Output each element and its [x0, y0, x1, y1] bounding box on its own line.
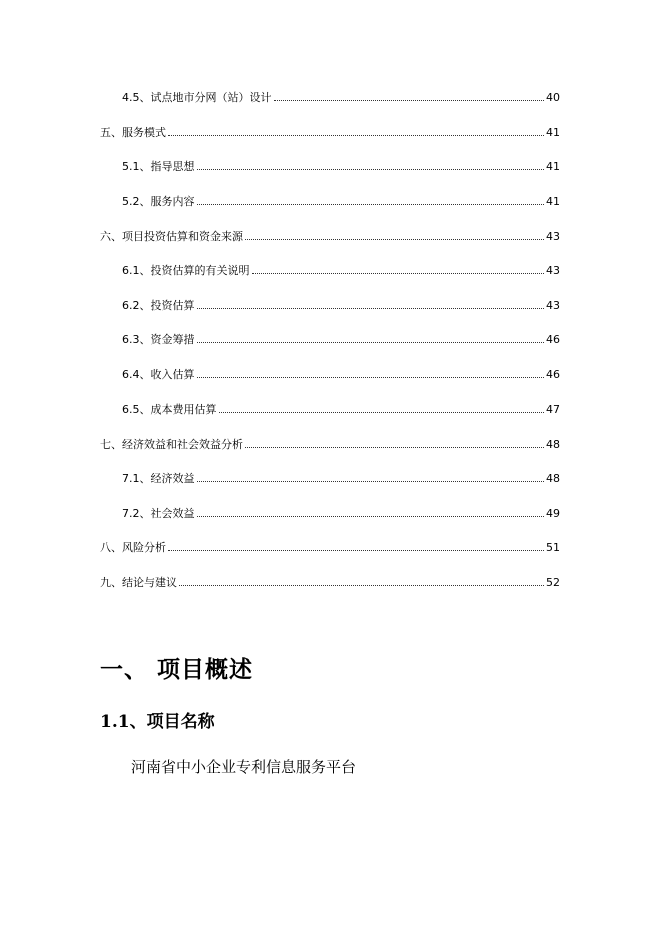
- toc-leader-dots: [197, 203, 545, 205]
- section-heading: 1.1、项目名称: [100, 712, 215, 732]
- toc-entry-label: 6.2、投资估算: [122, 299, 195, 312]
- toc-leader-dots: [197, 307, 545, 309]
- toc-leader-dots: [197, 376, 545, 378]
- toc-entry[interactable]: [100, 539, 560, 557]
- toc-entry-label: 5.1、指导思想: [122, 160, 195, 173]
- toc-entry-page: 41: [546, 195, 560, 208]
- toc-entry-label: 4.5、试点地市分网（站）设计: [122, 91, 272, 104]
- toc-entry-page: 43: [546, 264, 560, 277]
- toc-leader-dots: [197, 168, 545, 170]
- toc-entry-label: 7.2、社会效益: [122, 507, 195, 520]
- toc-entry-page: 52: [546, 576, 560, 589]
- toc-entry-label: 6.3、资金筹措: [122, 333, 195, 346]
- toc-entry-page: 43: [546, 230, 560, 243]
- toc-entry[interactable]: [122, 505, 560, 523]
- chapter-heading: 一、 项目概述: [100, 656, 254, 683]
- toc-entry[interactable]: [122, 401, 560, 419]
- toc-leader-dots: [245, 446, 544, 448]
- toc-entry[interactable]: [122, 193, 560, 211]
- toc-entry-page: 48: [546, 472, 560, 485]
- toc-entry-page: 46: [546, 368, 560, 381]
- toc-leader-dots: [219, 411, 545, 413]
- toc-entry[interactable]: [122, 297, 560, 315]
- toc-leader-dots: [274, 99, 545, 101]
- toc-entry-page: 41: [546, 126, 560, 139]
- toc-entry-page: 49: [546, 507, 560, 520]
- toc-entry-label: 6.4、收入估算: [122, 368, 195, 381]
- toc-entry-page: 48: [546, 438, 560, 451]
- toc-entry-label: 6.1、投资估算的有关说明: [122, 264, 250, 277]
- toc-leader-dots: [197, 341, 545, 343]
- toc-leader-dots: [245, 238, 544, 240]
- toc-leader-dots: [197, 515, 545, 517]
- toc-entry[interactable]: [122, 366, 560, 384]
- toc-leader-dots: [168, 134, 544, 136]
- toc-entry-label: 5.2、服务内容: [122, 195, 195, 208]
- toc-entry[interactable]: [100, 574, 560, 592]
- toc-entry-page: 46: [546, 333, 560, 346]
- toc-entry[interactable]: [100, 124, 560, 142]
- toc-entry-page: 43: [546, 299, 560, 312]
- toc-entry-page: 41: [546, 160, 560, 173]
- toc-leader-dots: [168, 549, 544, 551]
- toc-leader-dots: [252, 272, 545, 274]
- toc-entry-page: 40: [546, 91, 560, 104]
- toc-entry[interactable]: [122, 158, 560, 176]
- toc-entry[interactable]: [100, 228, 560, 246]
- toc-entry-label: 六、项目投资估算和资金来源: [100, 230, 243, 243]
- toc-entry[interactable]: [122, 89, 560, 107]
- toc-entry-label: 九、结论与建议: [100, 576, 177, 589]
- toc-entry-page: 51: [546, 541, 560, 554]
- toc-entry-label: 七、经济效益和社会效益分析: [100, 438, 243, 451]
- toc-entry-label: 八、风险分析: [100, 541, 166, 554]
- toc-leader-dots: [179, 584, 544, 586]
- toc-entry[interactable]: [122, 470, 560, 488]
- toc-leader-dots: [197, 480, 545, 482]
- toc-entry[interactable]: [100, 436, 560, 454]
- toc-entry[interactable]: [122, 262, 560, 280]
- toc-entry-page: 47: [546, 403, 560, 416]
- toc-entry-label: 6.5、成本费用估算: [122, 403, 217, 416]
- toc-entry-label: 7.1、经济效益: [122, 472, 195, 485]
- toc-entry[interactable]: [122, 331, 560, 349]
- project-name-text: 河南省中小企业专利信息服务平台: [131, 758, 357, 776]
- toc-entry-label: 五、服务模式: [100, 126, 166, 139]
